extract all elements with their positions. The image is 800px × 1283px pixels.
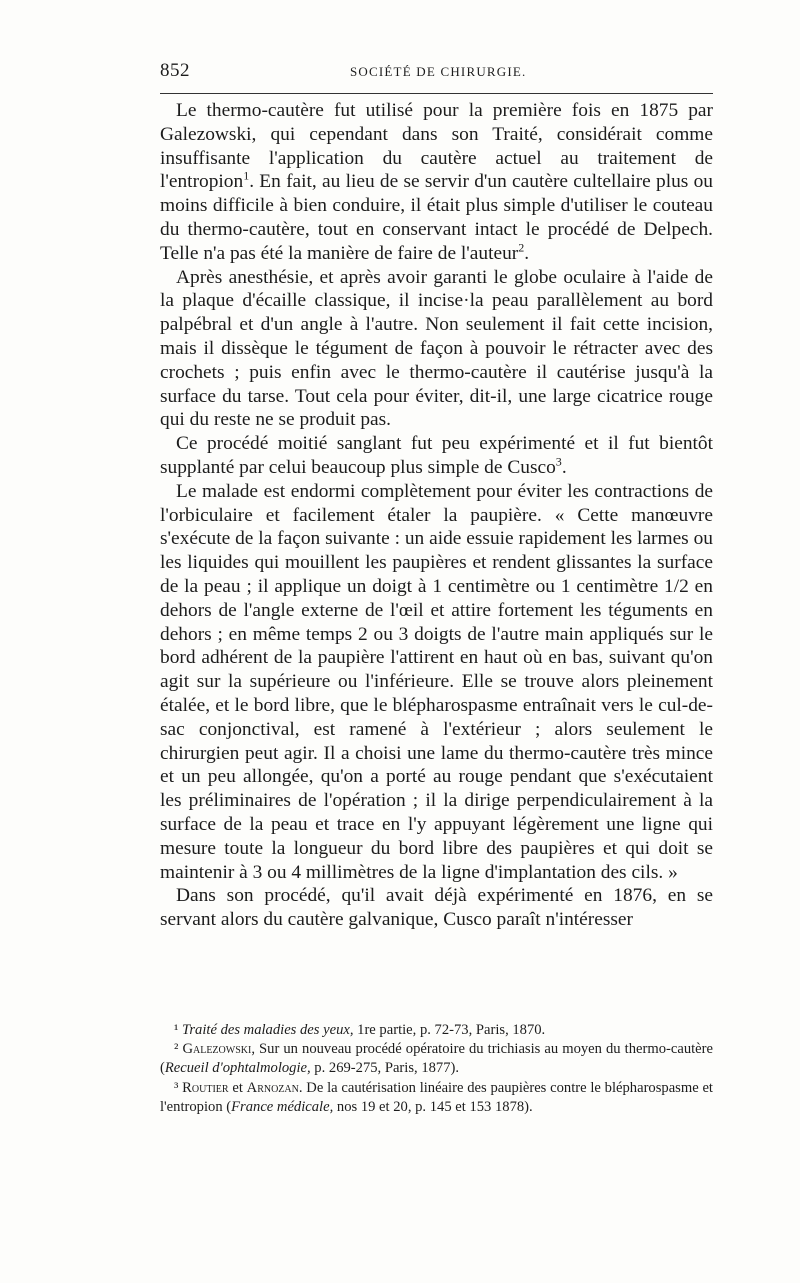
footnote-3-and: et (228, 1079, 247, 1096)
footnote-3-author-2: Arnozan. (246, 1079, 303, 1096)
paragraph-4: Le malade est endormi complètement pour éviter les contractions de l'orbiculaire et facilement étaler la paupière. « Cette manœuvre s'exécute de la façon suivante : un aide essuie rapidement les larmes ou les liquides qui mouillent les paupières et rendent glissantes la surface de la peau ; il applique un doigt à 1 centimètre ou 1 centimètre 1/2 en dehors de l'angle externe de l'œil et attire fortement les téguments en dehors ; en même temps 2 ou 3 doigts de l'autre main appliqués sur le bord adhérent de la paupière l'attirent en haut où en bas, suivant qu'on agit sur la supérieure ou l'inférieure. Elle se trouve alors pleinement étalée, et le bord libre, que le blépharospasme entraînait vers le cul-de-sac conjonctival, est ramené à l'extérieur ; alors seulement le chirurgien peut agir. Il a choisi une lame du thermo-cautère très mince et un peu allongée, qu'on a porté au rouge pendant que s'exécutaient les préliminaires de l'opération ; il la dirige perpendiculairement à la surface de la peau et trace en l'y appuyant légèrement une ligne qui mesure toute la longueur du bord libre des paupières et qui doit se maintenir à 3 ou 4 millimètres de la ligne d'implantation des cils. » (160, 480, 713, 883)
footnote-ref-2: 2 (518, 240, 525, 255)
paragraph-3-text-b: . (561, 456, 567, 478)
footnote-2-text-b: p. 269-275, Paris, 1877). (310, 1060, 460, 1077)
footnote-2-mark: ² (174, 1041, 179, 1058)
footnote-3 (160, 1079, 713, 1117)
footnotes (160, 1021, 713, 1117)
footnote-2 (160, 1040, 713, 1078)
paragraph-2: Après anesthésie, et après avoir garanti le globe oculaire à l'aide de la plaque d'écaille classique, il incise·la peau parallèlement au bord palpébral et d'un angle à l'autre. Non seulement il fait cette incision, mais il dissèque le tégument de façon à pouvoir le rétracter avec des crochets ; puis enfin avec le thermo-cautère il cautérise jusqu'à la surface du tarse. Tout cela pour éviter, dit-il, une large cicatrice rouge qui du reste ne se produit pas. (160, 266, 713, 431)
header-rule (160, 93, 713, 94)
footnote-3-text-b: nos 19 et 20, p. 145 et 153 1878). (333, 1098, 533, 1115)
paragraph-3 (160, 432, 713, 480)
footnote-1-rest: 1re partie, p. 72-73, Paris, 1870. (353, 1022, 546, 1038)
footnote-3-text-a: De la cautérisation linéaire des paupières contre le blépharospasme et l'entropion ( (160, 1079, 713, 1115)
paragraph-1 (160, 99, 713, 266)
running-title: SOCIÉTÉ DE CHIRURGIE. (350, 64, 527, 79)
paragraph-1-text-c: . (524, 242, 530, 264)
paragraph-3-text-a: Ce procédé moitié sanglant fut peu expérimenté et il fut bientôt supplanté par celui beaucoup plus simple de Cusco (160, 433, 713, 478)
body-text (160, 99, 713, 932)
footnote-1 (160, 1021, 713, 1040)
paragraph-1-text-a: Le thermo-cautère fut utilisé pour la première fois en 1875 par Galezowski, qui cependant dans son Traité, considérait comme insuffisante l'application du cautère actuel au traitement de l'entropion (160, 100, 713, 193)
footnote-1-mark: ¹ (174, 1022, 179, 1038)
paragraph-5: Dans son procédé, qu'il avait déjà expérimenté en 1876, en se servant alors du cautère galvanique, Cusco paraît n'intéresser (160, 885, 713, 931)
footnote-ref-1: 1 (243, 168, 250, 183)
footnote-3-journal: France médicale, (231, 1098, 334, 1115)
paragraph-1-text-b: . En fait, au lieu de se servir d'un cautère cultellaire plus ou moins difficile à bien conduire, il était plus simple d'utiliser le couteau du thermo-cautère, tout en conservant intact le procédé de Delpech. Telle n'a pas été la manière de faire de l'auteur (160, 171, 713, 264)
page-header (160, 60, 715, 84)
footnote-2-author: Galezowski, (182, 1041, 255, 1058)
page-number: 852 (160, 60, 190, 81)
footnote-3-author-1: Routier (182, 1079, 229, 1096)
footnote-ref-3: 3 (555, 454, 562, 469)
footnote-3-mark: ³ (174, 1079, 179, 1096)
footnote-2-text-a: Sur un nouveau procédé opératoire du trichiasis au moyen du thermo-cautère ( (160, 1041, 713, 1077)
footnote-2-journal: Recueil d'ophtalmologie, (164, 1060, 311, 1077)
footnote-1-title: Traité des maladies des yeux, (182, 1022, 354, 1038)
